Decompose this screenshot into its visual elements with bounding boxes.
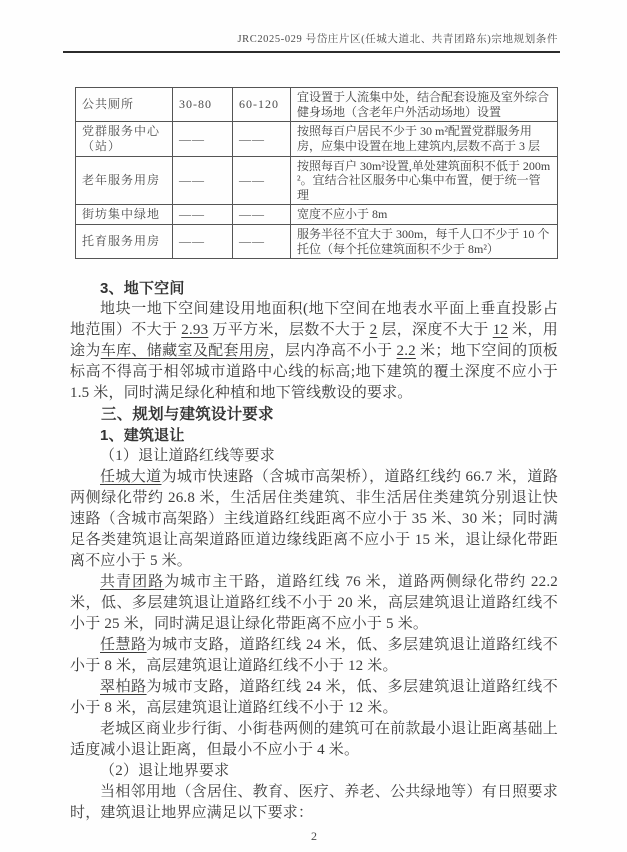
text-run: 层，深度不大于: [377, 322, 493, 339]
text-run: （2）退让地界要求: [100, 763, 230, 780]
facilities-table: [75, 87, 558, 259]
cell-range-max: ——: [233, 225, 291, 259]
cell-requirements: 宽度不应小于 8m: [291, 205, 558, 225]
document-header-reference: JRC2025-029 号岱庄片区(任城大道北、共青团路东)宗地规划条件: [237, 34, 558, 45]
cell-facility-name: 老年服务用房: [76, 156, 173, 205]
facilities-table-body: [76, 88, 558, 259]
text-run: 米，用途为: [70, 322, 558, 360]
text-run: 当相邻用地（含居住、教育、医疗、养老、公共绿地等）有日照要求时，建筑退让地界应满足以下要求：: [70, 784, 558, 822]
text-run: 1、建筑退让: [100, 427, 185, 445]
underlined-text: 翠柏路: [100, 679, 147, 696]
table-row: [76, 88, 558, 122]
paragraph: [70, 782, 558, 824]
text-run: 三、规划与建筑设计要求: [101, 406, 274, 424]
cell-facility-name: 街坊集中绿地: [76, 205, 173, 225]
cell-requirements: 按照每百户 30m²设置,单处建筑面积不低于 200m²。宜结合社区服务中心集中布置，便于统一管理: [291, 156, 558, 205]
text-run: （1）退让道路红线等要求: [100, 448, 275, 465]
table-row: [76, 225, 558, 259]
page-number: 2: [311, 829, 317, 844]
section-heading: [70, 278, 558, 299]
cell-requirements: 按照每百户居民不少于 30 m²配置党群服务用房，应集中设置在地上建筑内,层数不高于 3 层: [291, 122, 558, 156]
text-run: 地块一地下空间建设用地面积(地下空间在地表水平面上垂直投影占地范围）不大于: [70, 301, 558, 339]
paragraph: [70, 446, 558, 467]
table-row: [76, 156, 558, 205]
cell-range-max: ——: [233, 205, 291, 225]
underlined-text: 任慧路: [100, 637, 147, 654]
text-run: 为城市支路，道路红线 24 米，低、多层建筑退让道路红线不小于 8 米，高层建筑退让道路红线不小于 12 米。: [70, 679, 558, 717]
text-run: 米；地下空间的顶板标高不得高于相邻城市道路中心线的标高;地下建筑的覆土深度不应小于 1.5 米，同时满足绿化种植和地下管线敷设的要求。: [70, 343, 558, 402]
paragraph: [70, 635, 558, 677]
header-divider-rule: [63, 51, 560, 53]
table-row: [76, 122, 558, 156]
section-heading: [70, 425, 558, 446]
text-run: 3、地下空间: [100, 280, 185, 298]
paragraph: [70, 761, 558, 782]
cell-facility-name: 托育服务用房: [76, 225, 173, 259]
text-run: 为城市支路，道路红线 24 米，低、多层建筑退让道路红线不小于 8 米，高层建筑退让道路红线不小于 12 米。: [70, 637, 558, 675]
cell-range-min: ——: [173, 225, 233, 259]
paragraph: [70, 299, 558, 404]
cell-range-min: ——: [173, 156, 233, 205]
cell-range-min: ——: [173, 122, 233, 156]
underlined-text: 2.93: [181, 322, 209, 339]
paragraph: [70, 719, 558, 761]
document-body: [70, 278, 558, 824]
paragraph: [70, 677, 558, 719]
cell-facility-name: 公共厕所: [76, 88, 173, 122]
text-run: 为城市主干路，道路红线 76 米，道路两侧绿化带约 22.2 米，低、多层建筑退让道路红线不小于 20 米，高层建筑退让道路红线不小于 25 米，同时满足退让绿化带距离不应小于 5 米。: [70, 574, 558, 633]
section-heading-major: [70, 404, 558, 425]
underlined-text: 车库、储藏室及配套用房: [100, 343, 270, 360]
cell-range-min: ——: [173, 205, 233, 225]
text-run: 万平方米，层数不大于: [208, 322, 370, 339]
paragraph: [70, 467, 558, 572]
underlined-text: 任城大道: [100, 469, 162, 486]
underlined-text: 2: [369, 322, 378, 339]
cell-requirements: 宜设置于人流集中处，结合配套设施及室外综合健身场地（含老年户外活动场地）设置: [291, 88, 558, 122]
text-run: 老城区商业步行街、小街巷两侧的建筑可在前款最小退让距离基础上适度减小退让距离，但最小不应小于 4 米。: [70, 721, 558, 759]
cell-range-max: 60-120: [233, 88, 291, 122]
underlined-text: 2.2: [396, 343, 416, 360]
cell-facility-name: 党群服务中心（站）: [76, 122, 173, 156]
underlined-text: 12: [492, 322, 509, 339]
cell-range-max: ——: [233, 156, 291, 205]
text-run: 为城市快速路（含城市高架桥），道路红线约 66.7 米，道路两侧绿化带约 26.8 米，生活居住类建筑、非生活居住类建筑分别退让快速路（含城市高架路）主线道路红线距离不应小于 35 米、30 米；同时满足各类建筑退让高架道路匝道边缘线距离不应小于 15 米，退让绿化带距离不应小于 5 米。: [70, 469, 558, 570]
cell-range-max: ——: [233, 122, 291, 156]
table-row: [76, 205, 558, 225]
underlined-text: 共青团路: [100, 574, 165, 591]
text-run: ，层内净高不小于: [269, 343, 397, 360]
cell-requirements: 服务半径不宜大于 300m，每千人口不少于 10 个托位（每个托位建筑面积不少于 8m²）: [291, 225, 558, 259]
cell-range-min: 30-80: [173, 88, 233, 122]
paragraph: [70, 572, 558, 635]
